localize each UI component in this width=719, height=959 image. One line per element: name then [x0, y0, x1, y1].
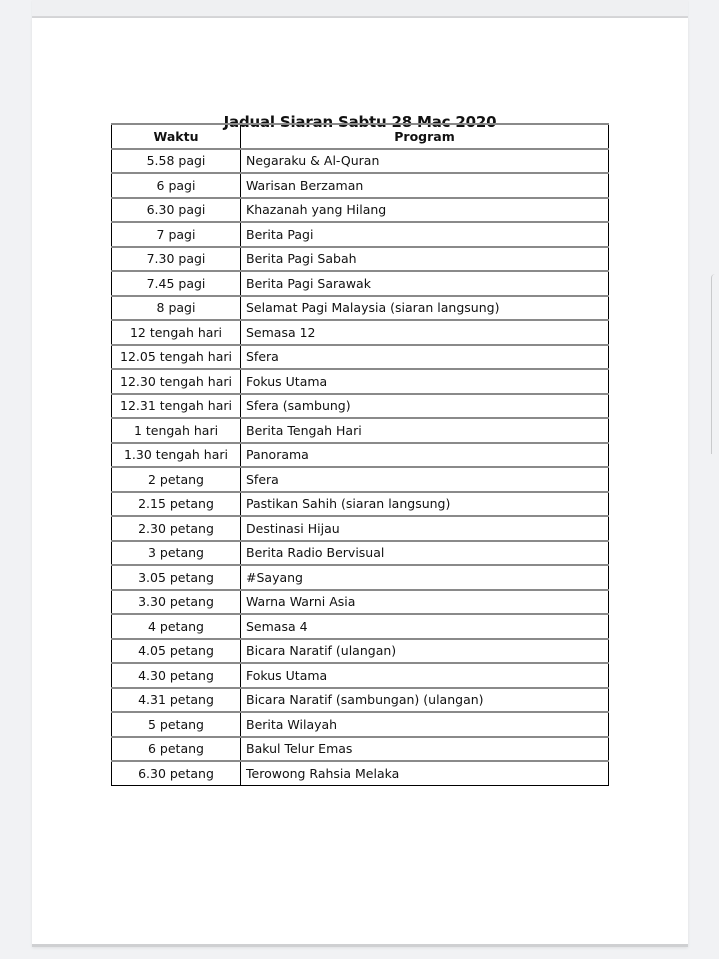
program-cell: Warna Warni Asia: [241, 590, 609, 615]
program-cell: Berita Pagi: [241, 222, 609, 247]
time-cell: 4.05 petang: [112, 639, 241, 664]
previous-page-edge: [32, 0, 688, 18]
table-row: [112, 296, 609, 321]
table-row: [112, 614, 609, 639]
schedule-table: [111, 123, 609, 786]
time-cell: 6 petang: [112, 737, 241, 762]
time-cell: 3.30 petang: [112, 590, 241, 615]
table-row: [112, 663, 609, 688]
time-cell: 7 pagi: [112, 222, 241, 247]
table-row: [112, 737, 609, 762]
program-cell: Sfera (sambung): [241, 394, 609, 419]
table-row: [112, 516, 609, 541]
table-row: [112, 320, 609, 345]
program-cell: Sfera: [241, 345, 609, 370]
table-row: [112, 443, 609, 468]
program-cell: Berita Tengah Hari: [241, 418, 609, 443]
table-row: [112, 565, 609, 590]
program-cell: Semasa 4: [241, 614, 609, 639]
program-cell: Bicara Naratif (sambungan) (ulangan): [241, 688, 609, 713]
column-header-program: Program: [241, 124, 609, 149]
scrollbar[interactable]: [711, 274, 715, 454]
time-cell: 5.58 pagi: [112, 149, 241, 174]
table-row: [112, 541, 609, 566]
table-row: [112, 369, 609, 394]
table-row: [112, 149, 609, 174]
time-cell: 6 pagi: [112, 173, 241, 198]
program-cell: Bakul Telur Emas: [241, 737, 609, 762]
time-cell: 12.30 tengah hari: [112, 369, 241, 394]
table-row: [112, 639, 609, 664]
time-cell: 12.05 tengah hari: [112, 345, 241, 370]
program-cell: Fokus Utama: [241, 369, 609, 394]
time-cell: 1.30 tengah hari: [112, 443, 241, 468]
time-cell: 1 tengah hari: [112, 418, 241, 443]
table-row: [112, 222, 609, 247]
program-cell: Negaraku & Al-Quran: [241, 149, 609, 174]
program-cell: Berita Wilayah: [241, 712, 609, 737]
document-page: [32, 18, 688, 947]
program-cell: Berita Pagi Sabah: [241, 247, 609, 272]
time-cell: 2.30 petang: [112, 516, 241, 541]
time-cell: 4.31 petang: [112, 688, 241, 713]
table-row: [112, 418, 609, 443]
time-cell: 6.30 pagi: [112, 198, 241, 223]
table-row: [112, 492, 609, 517]
time-cell: 4 petang: [112, 614, 241, 639]
table-row: [112, 271, 609, 296]
time-cell: 5 petang: [112, 712, 241, 737]
time-cell: 8 pagi: [112, 296, 241, 321]
time-cell: 12.31 tengah hari: [112, 394, 241, 419]
table-header-row: [112, 124, 609, 149]
table-row: [112, 198, 609, 223]
table-row: [112, 394, 609, 419]
time-cell: 6.30 petang: [112, 761, 241, 785]
program-cell: Khazanah yang Hilang: [241, 198, 609, 223]
program-cell: Semasa 12: [241, 320, 609, 345]
table-row: [112, 590, 609, 615]
program-cell: Bicara Naratif (ulangan): [241, 639, 609, 664]
program-cell: #Sayang: [241, 565, 609, 590]
program-cell: Sfera: [241, 467, 609, 492]
document-title: Jadual Siaran Sabtu 28 Mac 2020: [223, 113, 497, 131]
time-cell: 3 petang: [112, 541, 241, 566]
program-cell: Warisan Berzaman: [241, 173, 609, 198]
time-cell: 2 petang: [112, 467, 241, 492]
table-row: [112, 467, 609, 492]
program-cell: Destinasi Hijau: [241, 516, 609, 541]
program-cell: Panorama: [241, 443, 609, 468]
program-cell: Berita Pagi Sarawak: [241, 271, 609, 296]
time-cell: 4.30 petang: [112, 663, 241, 688]
column-header-time: Waktu: [112, 124, 241, 149]
program-cell: Fokus Utama: [241, 663, 609, 688]
program-cell: Selamat Pagi Malaysia (siaran langsung): [241, 296, 609, 321]
time-cell: 7.30 pagi: [112, 247, 241, 272]
table-row: [112, 688, 609, 713]
time-cell: 7.45 pagi: [112, 271, 241, 296]
table-row: [112, 173, 609, 198]
time-cell: 3.05 petang: [112, 565, 241, 590]
program-cell: Pastikan Sahih (siaran langsung): [241, 492, 609, 517]
table-row: [112, 247, 609, 272]
table-row: [112, 712, 609, 737]
time-cell: 12 tengah hari: [112, 320, 241, 345]
program-cell: Berita Radio Bervisual: [241, 541, 609, 566]
table-row: [112, 345, 609, 370]
time-cell: 2.15 petang: [112, 492, 241, 517]
table-row: [112, 761, 609, 785]
program-cell: Terowong Rahsia Melaka: [241, 761, 609, 785]
